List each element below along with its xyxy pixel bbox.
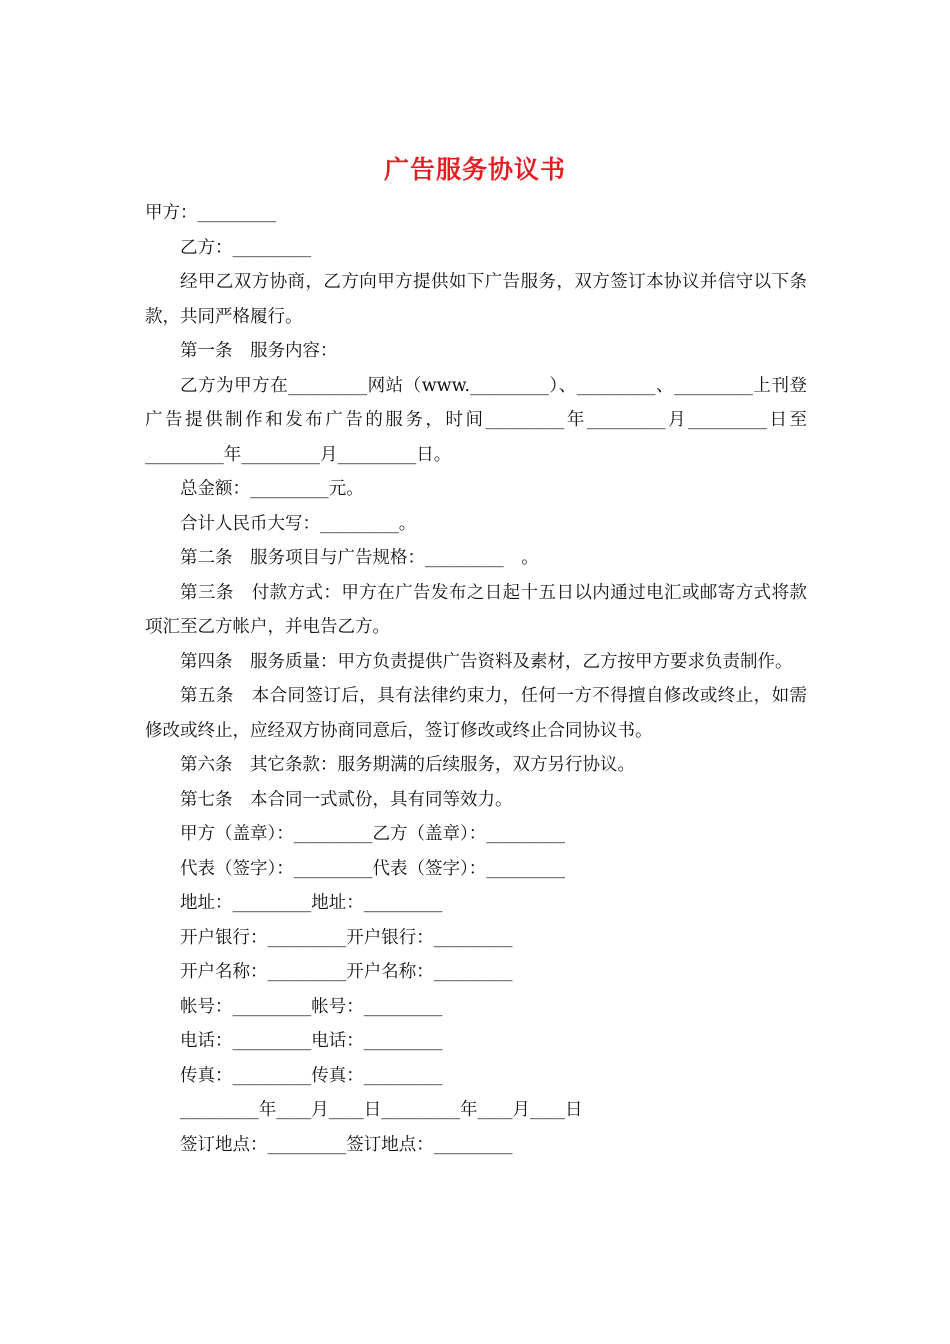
article-2: 第二条 服务项目与广告规格：_________ 。 <box>180 548 539 568</box>
article-6: 第六条 其它条款：服务期满的后续服务，双方另行协议。 <box>180 755 635 775</box>
signature-representative-line: 代表（签字）：_________代表（签字）：_________ <box>180 858 565 879</box>
article-5: 第五条 本合同签订后，具有法律约束力，任何一方不得擅自修改或终止，如需修改或终止，应经双方协商同意后，签订修改或终止合同协议书。 <box>145 686 807 741</box>
article-1-body: 乙方为甲方在_________网站（www._________）、_________、_________上刊登广告提供制作和发布广告的服务，时间_________年_________月_________日至_________年_________月_________日。 <box>145 375 807 465</box>
bank-line: 开户银行：_________开户银行：_________ <box>180 927 513 948</box>
intro-paragraph: 经甲乙双方协商，乙方向甲方提供如下广告服务，双方签订本协议并信守以下条款，共同严格履行。 <box>145 272 807 327</box>
article-4: 第四条 服务质量：甲方负责提供广告资料及素材，乙方按甲方要求负责制作。 <box>180 651 793 672</box>
party-b-line: 乙方：_________ <box>180 237 312 258</box>
article-7: 第七条 本合同一式贰份，具有同等效力。 <box>180 789 513 810</box>
article-1-heading: 第一条 服务内容： <box>180 341 338 361</box>
address-line: 地址：_________地址：_________ <box>180 893 443 913</box>
phone-line: 电话：_________电话：_________ <box>180 1031 443 1051</box>
fax-line: 传真：_________传真：_________ <box>180 1065 443 1086</box>
amount-in-words-line: 合计人民币大写：_________。 <box>180 513 417 534</box>
account-name-line: 开户名称：_________开户名称：_________ <box>180 962 513 982</box>
document-body <box>145 196 807 1162</box>
party-a-line: 甲方：_________ <box>145 203 277 223</box>
date-line: _________年____月____日_________年____月____日 <box>180 1100 583 1120</box>
total-amount-line: 总金额：_________元。 <box>180 479 364 499</box>
signature-seal-line: 甲方（盖章）：_________乙方（盖章）：_________ <box>180 824 565 844</box>
account-number-line: 帐号：_________帐号：_________ <box>180 996 443 1017</box>
document-title: 广告服务协议书 <box>383 155 566 184</box>
article-3: 第三条 付款方式：甲方在广告发布之日起十五日以内通过电汇或邮寄方式将款项汇至乙方帐户，并电告乙方。 <box>145 582 807 637</box>
signing-place-line: 签订地点：_________签订地点：_________ <box>180 1134 513 1155</box>
